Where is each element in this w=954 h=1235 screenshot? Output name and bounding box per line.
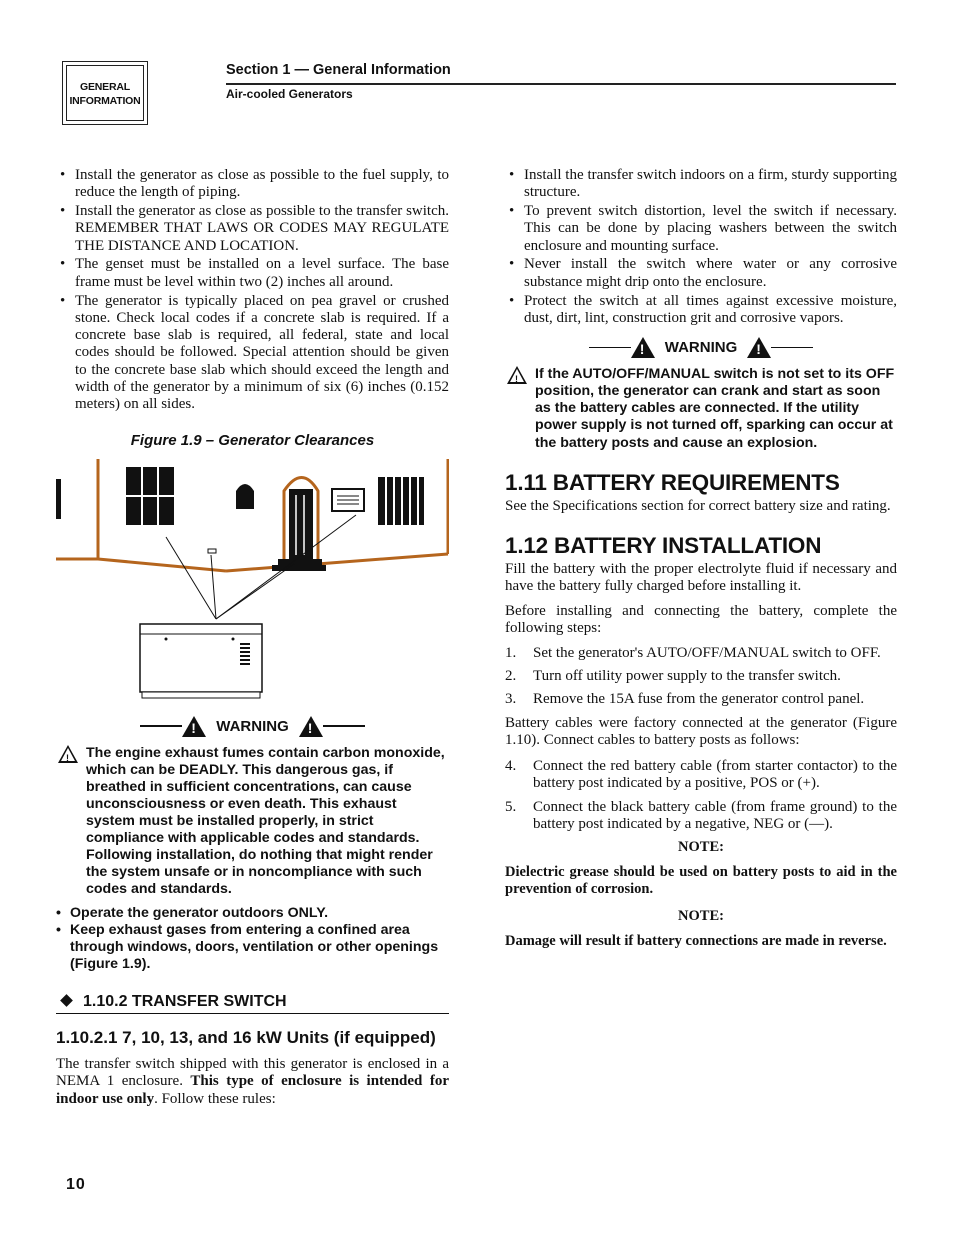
right-bullet: • To prevent switch distortion, level the switch if necessary. This can be done by placing washers between the switch enclosure and mounting surface. xyxy=(505,203,897,255)
generator-unit xyxy=(140,624,262,698)
note-text: Damage will result if battery connections are made in reverse. xyxy=(505,933,887,950)
transfer-switch-heading: 1.10.2 TRANSFER SWITCH xyxy=(56,993,449,1014)
exhaust-warning-text: The engine exhaust fumes contain carbon monoxide, which can be DEADLY. This dangerous gas, if breathed in sufficient concentrations, can cause unconsciousness or even death. This exhaust system must be installed properly, in strict compliance with applicable codes and standards. Following installation, do nothing that might render the system unsafe or in noncompliance with such codes and standards. xyxy=(86,744,445,898)
small-window xyxy=(236,484,254,509)
shock-hazard-icon xyxy=(507,366,527,389)
warning-rule xyxy=(140,725,182,727)
left-bullet: • Install the generator as close as possible to the fuel supply, to reduce the length of piping. xyxy=(56,167,449,202)
section-title: Section 1 — General Information xyxy=(226,62,451,78)
door-steps xyxy=(272,559,326,571)
step-item: 4. Connect the red battery cable (from starter contactor) to the battery post indicated by a positive, POS or (+). xyxy=(505,757,897,792)
step-item: 5. Connect the black battery cable (from frame ground) to the battery post indicated by a negative, NEG or (—). xyxy=(505,798,897,832)
caution-icon xyxy=(58,745,78,768)
warning-label: WARNING xyxy=(664,339,738,357)
battery-requirements-text: See the Specifications section for correct battery size and rating. xyxy=(505,497,891,514)
battery-warning-text: If the AUTO/OFF/MANUAL switch is not set to its OFF position, the generator can crank and start as soon as the battery cables are connected. If the utility power supply is not turned off, sparking can occur at the battery posts and cause an explosion. xyxy=(535,366,895,451)
figure-caption: Figure 1.9 – Generator Clearances xyxy=(130,431,375,449)
right-bullet: • Never install the switch where water or any corrosive substance might drip onto the enclosure. xyxy=(505,256,897,291)
exhaust-warning xyxy=(56,745,449,899)
battery-requirements-heading: 1.11 BATTERY REQUIREMENTS xyxy=(505,469,840,495)
section-subtitle: Air-cooled Generators xyxy=(226,87,353,101)
warning-icon xyxy=(747,337,771,358)
diamond-icon xyxy=(60,994,73,1007)
header-rule xyxy=(226,83,896,85)
door xyxy=(289,489,313,559)
right-column xyxy=(505,167,897,960)
note-label: NOTE: xyxy=(678,839,724,856)
battery-cables-text: Battery cables were factory connected at the generator (Figure 1.10). Connect cables to battery posts as follows: xyxy=(505,714,897,749)
window-edge xyxy=(56,479,61,519)
section-tab-box xyxy=(62,61,148,125)
battery-installation-heading: 1.12 BATTERY INSTALLATION xyxy=(505,533,822,559)
warning-bullet: • Operate the generator outdoors ONLY. xyxy=(56,905,449,922)
units-subheading: 1.10.2.1 7, 10, 13, and 16 kW Units (if equipped) xyxy=(56,1027,436,1047)
generator-clearances-figure xyxy=(56,459,449,704)
left-bullet: • The genset must be installed on a level surface. The base frame must be level within two (2) inches all around. xyxy=(56,256,449,291)
warning-rule xyxy=(323,725,365,727)
note-text: Dielectric grease should be used on battery posts to aid in the prevention of corrosion. xyxy=(505,864,897,898)
outlet xyxy=(208,549,216,553)
right-bullet: • Protect the switch at all times against excessive moisture, dust, dirt, lint, construction grit and corrosive vapors. xyxy=(505,293,897,328)
step-item: 3. Remove the 15A fuse from the generator control panel. xyxy=(505,691,865,708)
section-tab-inner xyxy=(66,65,144,121)
warning-icon xyxy=(299,716,323,737)
section-tab-label: GENERAL INFORMATION xyxy=(69,81,141,107)
step-item: 1. Set the generator's AUTO/OFF/MANUAL switch to OFF. xyxy=(505,644,881,661)
page-number: 10 xyxy=(66,1176,86,1193)
warning-icon xyxy=(631,337,655,358)
warning-label: WARNING xyxy=(216,717,289,735)
battery-installation-text: Fill the battery with the proper electrolyte fluid if necessary and have the battery fully charged before installing it. xyxy=(505,561,897,595)
left-bullet: • The generator is typically placed on pea gravel or crushed stone. Check local codes if a concrete slab is required. If a concrete base slab is required, all federal, state and local codes should be followed. Special attention should be given to the concrete base slab which should exceed the length and width of the generator by a minimum of six (6) inches (0.152 meters) on all sides. xyxy=(56,293,449,414)
step-item: 2. Turn off utility power supply to the transfer switch. xyxy=(505,668,841,685)
right-bullet: • Install the transfer switch indoors on a firm, sturdy supporting structure. xyxy=(505,167,897,202)
warning-rule xyxy=(589,347,631,349)
warning-header-left xyxy=(56,716,449,737)
warning-icon xyxy=(182,716,206,737)
warning-bullet: • Keep exhaust gases from entering a confined area through windows, doors, ventilation or other openings (Figure 1.9). xyxy=(56,922,449,973)
left-bullet: • Install the generator as close as possible to the transfer switch. REMEMBER THAT LAWS OR CODES MAY REGULATE THE DISTANCE AND LOCATION. xyxy=(56,203,449,255)
warning-rule xyxy=(771,347,813,349)
note-label: NOTE: xyxy=(678,908,724,925)
left-column xyxy=(56,167,449,1108)
battery-installation-text: Before installing and connecting the battery, complete the following steps: xyxy=(505,602,897,637)
battery-warning xyxy=(505,366,897,451)
warning-header-right xyxy=(505,337,897,358)
transfer-switch-paragraph: The transfer switch shipped with this generator is enclosed in a NEMA 1 enclosure. This type of enclosure is intended for indoor use only. Follow these rules: xyxy=(56,1055,449,1107)
